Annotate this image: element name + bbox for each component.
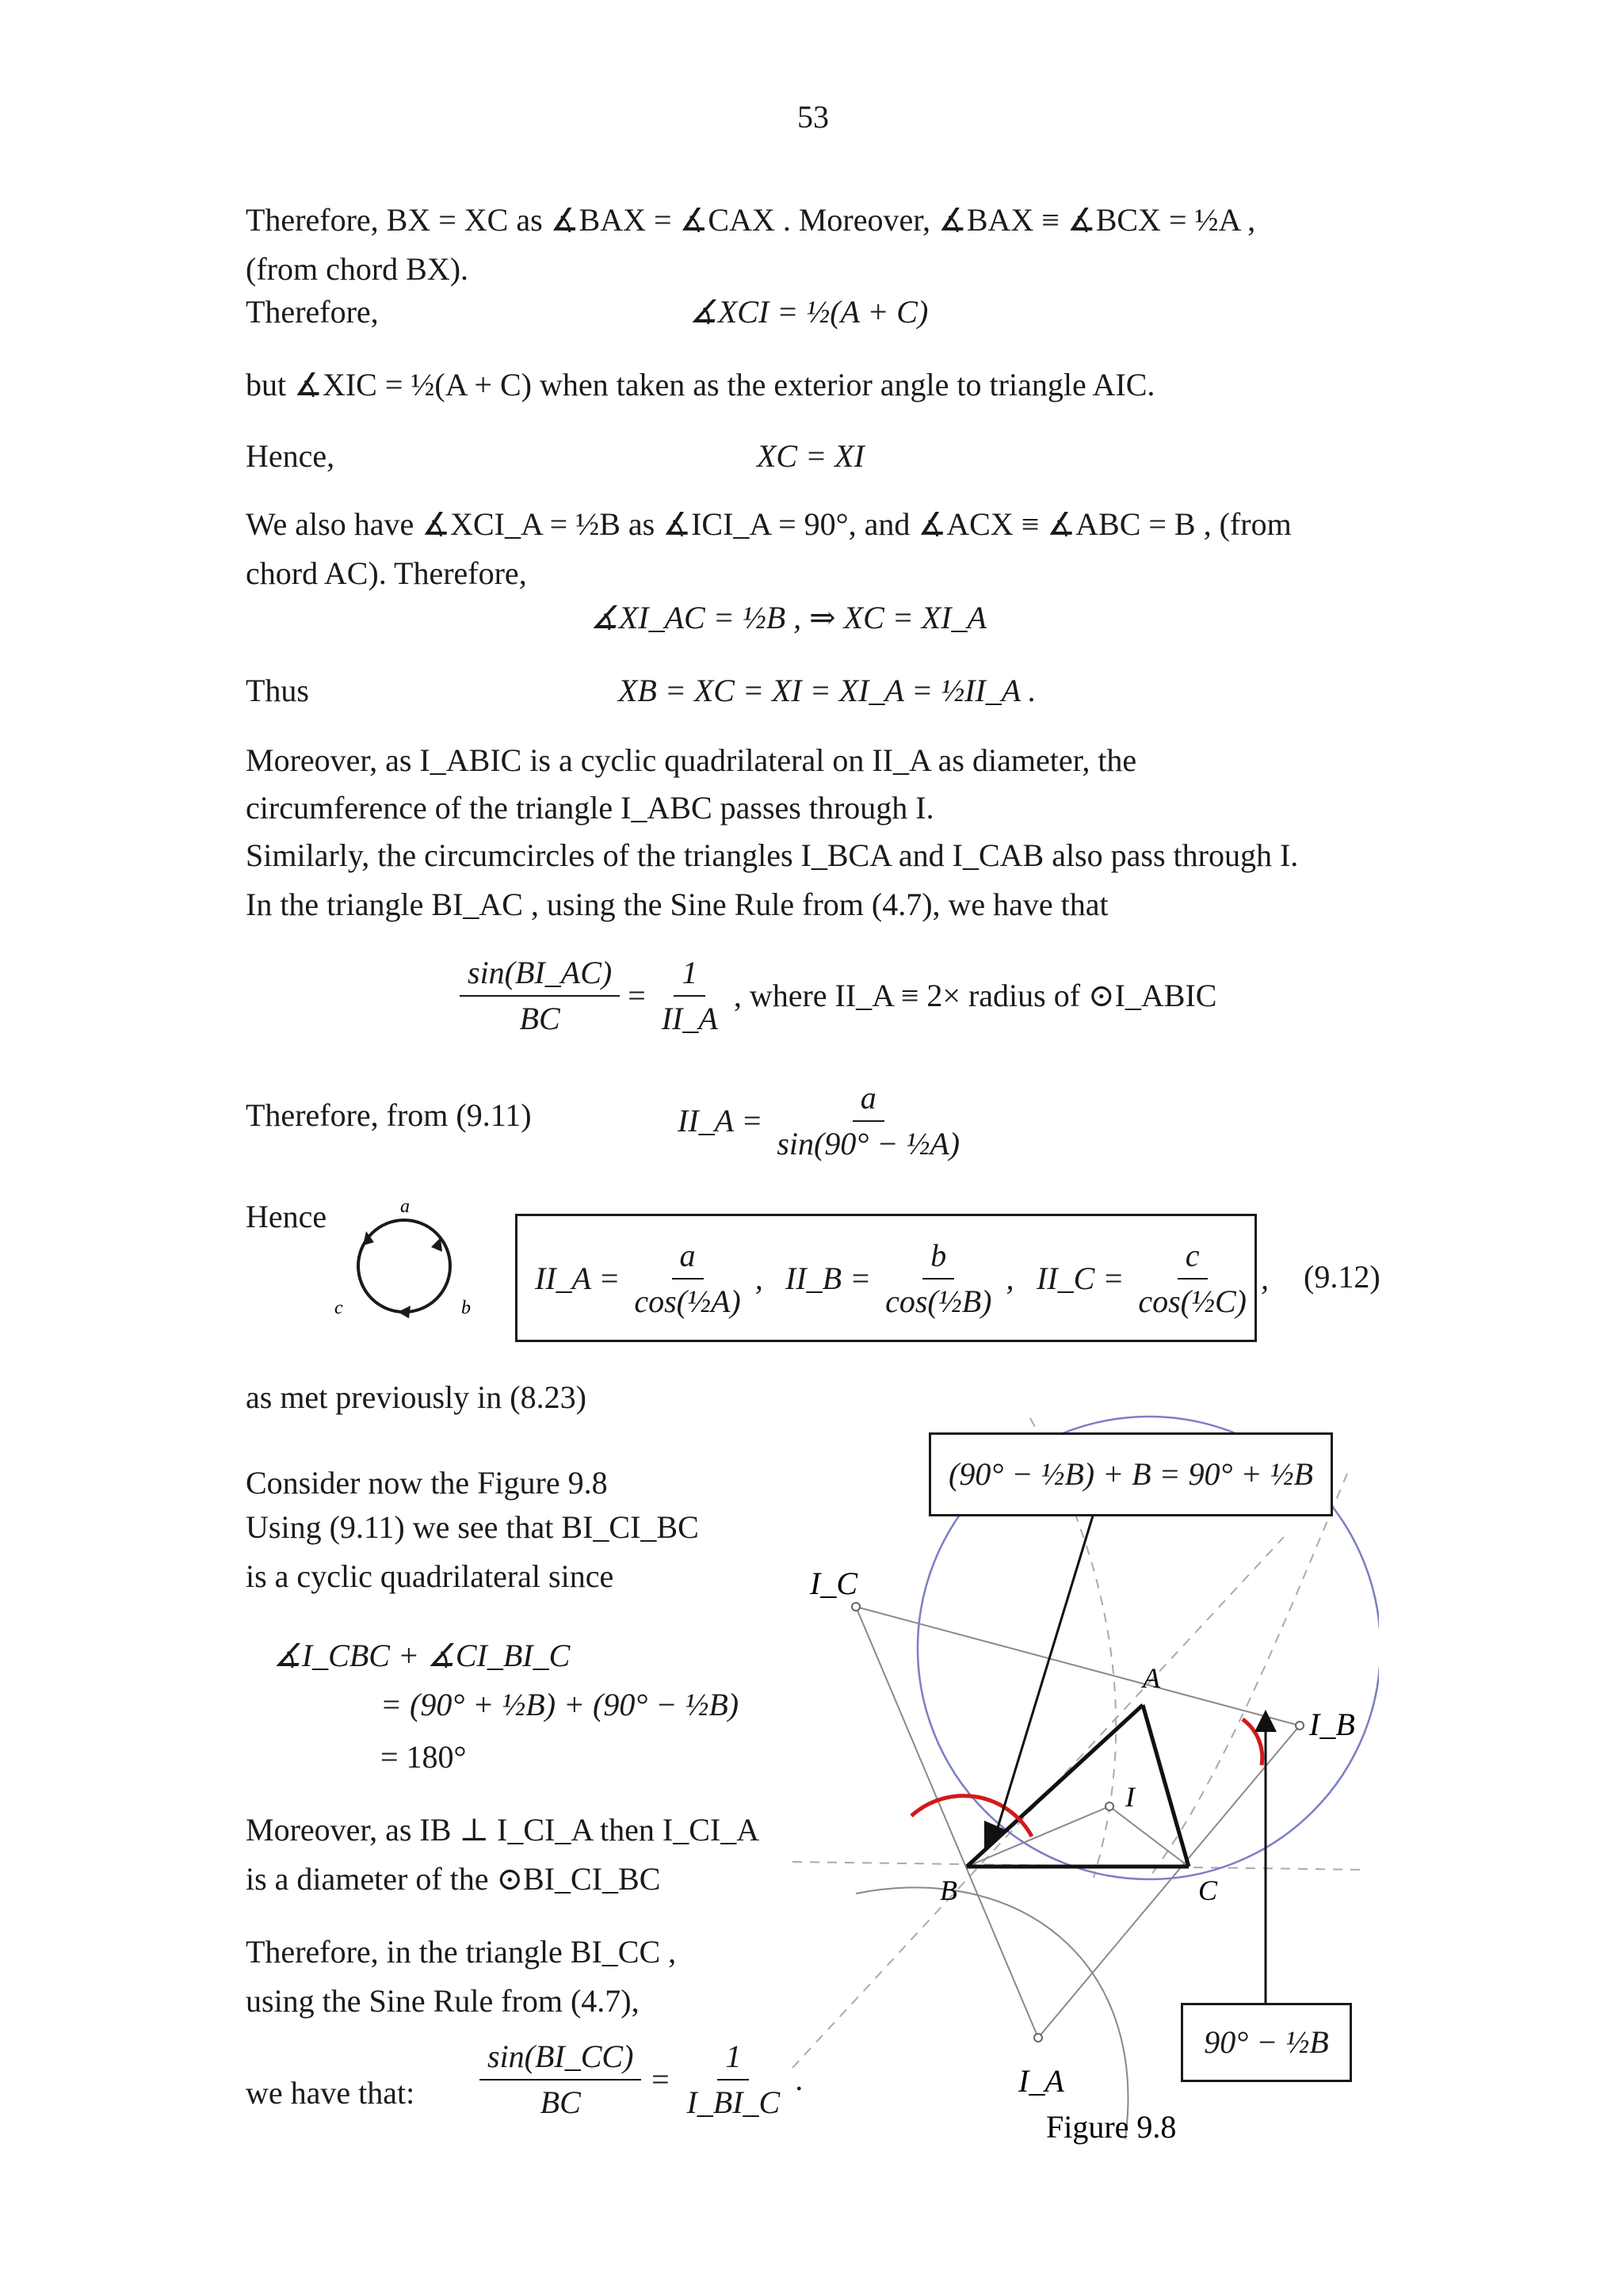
fraction-sin-bi-a-c: $\frac{\sin(BI\_AC)}{BC}$ [460, 954, 620, 1038]
equation-angle-sum-2: = (90° + ½B) + (90° − ½B) [380, 1687, 739, 1722]
label-ib: I_B [1309, 1707, 1355, 1742]
text-line-4: but ∡XIC = ½(A + C) when taken as the exterior angle to triangle AIC. [246, 367, 1155, 402]
equation-sine-rule-2: $\frac{\sin(BI\_CC)}{BC}$ = $\frac{1}{I\_BI\_C}$ . [479, 2038, 804, 2122]
equation-iia-sin: II_A = $\frac{a}{\text{sin(90° − ½A)}}$ [678, 1080, 960, 1161]
text-line-11: circumference of the triangle I_ABC passes through I. [246, 790, 934, 826]
term-iia: II_A = $\frac{a}{\text{cos(½A)}}$ , [535, 1238, 763, 1319]
cycle-label-a: a [400, 1196, 410, 1217]
text-line-5-label: Hence, [246, 438, 335, 474]
equation-xia-c: ∡XI_AC = ½B , ⇒ XC = XI_A [590, 600, 987, 635]
cycle-label-c: c [334, 1298, 343, 1318]
text-line-13: In the triangle BI_AC , using the Sine Rule from (4.7), we have that [246, 887, 1109, 922]
text-line-3-label: Therefore, [246, 294, 379, 330]
figure-box-top: (90° − ½B) + B = 90° + ½B [929, 1432, 1333, 1516]
equation-angle-sum-3: = 180° [380, 1739, 467, 1775]
equation-xb-chain: XB = XC = XI = XI_A = ½II_A . [618, 673, 1037, 708]
text-line-28-label: we have that: [246, 2075, 415, 2111]
equation-number: (9.12) [1304, 1259, 1381, 1295]
cycle-diagram [325, 1196, 483, 1339]
text-line-17: as met previously in (8.23) [246, 1379, 586, 1415]
text-line-25: is a diameter of the ⊙BI_CI_BC [246, 1861, 661, 1897]
label-ic: I_C [810, 1566, 857, 1601]
label-b: B [940, 1875, 957, 1906]
equation-xci: ∡XCI = ½(A + C) [689, 294, 929, 330]
term-iic: II_C = $\frac{c}{\text{cos(½C)}}$ , [1037, 1238, 1269, 1319]
boxed-equation-9-12 [515, 1214, 1269, 1342]
label-c: C [1198, 1875, 1218, 1906]
label-ia: I_A [1018, 2063, 1064, 2099]
text-line-24: Moreover, as IB ⊥ I_CI_A then I_CI_A [246, 1812, 760, 1848]
label-a: A [1143, 1662, 1160, 1694]
equation-sine-rule: $\frac{\sin(BI\_AC)}{BC}$ = $\frac{1}{II\_A}$ , where II_A ≡ 2× radius of ⊙I_ABIC [460, 954, 1216, 1038]
text-line-27: using the Sine Rule from (4.7), [246, 1983, 640, 2019]
side-ac [1143, 1705, 1189, 1867]
angle-arc-b [911, 1796, 1032, 1836]
text-line-7: chord AC). Therefore, [246, 555, 527, 591]
text-line-19: Using (9.11) we see that BI_CI_BC [246, 1509, 699, 1545]
text-line-2: (from chord BX). [246, 251, 469, 287]
text-line-10: Moreover, as I_ABIC is a cyclic quadrilateral on II_A as diameter, the [246, 742, 1137, 778]
equation-xc-xi: XC = XI [757, 438, 865, 474]
equation-angle-sum: ∡I_CBC + ∡CI_BI_C [273, 1638, 571, 1673]
cycle-label-b: b [461, 1298, 471, 1318]
page-number: 53 [797, 99, 829, 135]
term-iib: II_B = $\frac{b}{\text{cos(½B)}}$ , [785, 1238, 1014, 1319]
text-line-15-label: Therefore, from (9.11) [246, 1097, 532, 1133]
text-line-16-label: Hence [246, 1199, 327, 1234]
text-line-26: Therefore, in the triangle BI_CC , [246, 1934, 677, 1970]
text-line-1: Therefore, BX = XC as ∡BAX = ∡CAX . Moreover, ∡BAX ≡ ∡BCX = ½A , [246, 202, 1256, 238]
text-line-18: Consider now the Figure 9.8 [246, 1465, 608, 1501]
side-ab [967, 1705, 1143, 1867]
figure-box-bottom: 90° − ½B [1181, 2003, 1352, 2082]
fraction-one-over-iia: $\frac{1}{II\_A}$ [661, 955, 718, 1036]
text-line-20: is a cyclic quadrilateral since [246, 1558, 614, 1594]
text-line-9-label: Thus [246, 673, 309, 708]
label-i: I [1125, 1781, 1135, 1813]
text-line-6: We also have ∡XCI_A = ½B as ∡ICI_A = 90°, and ∡ACX ≡ ∡ABC = B , (from [246, 506, 1292, 542]
figure-caption: Figure 9.8 [1046, 2109, 1177, 2145]
text-line-12: Similarly, the circumcircles of the triangles I_BCA and I_CAB also pass through I. [246, 837, 1299, 873]
